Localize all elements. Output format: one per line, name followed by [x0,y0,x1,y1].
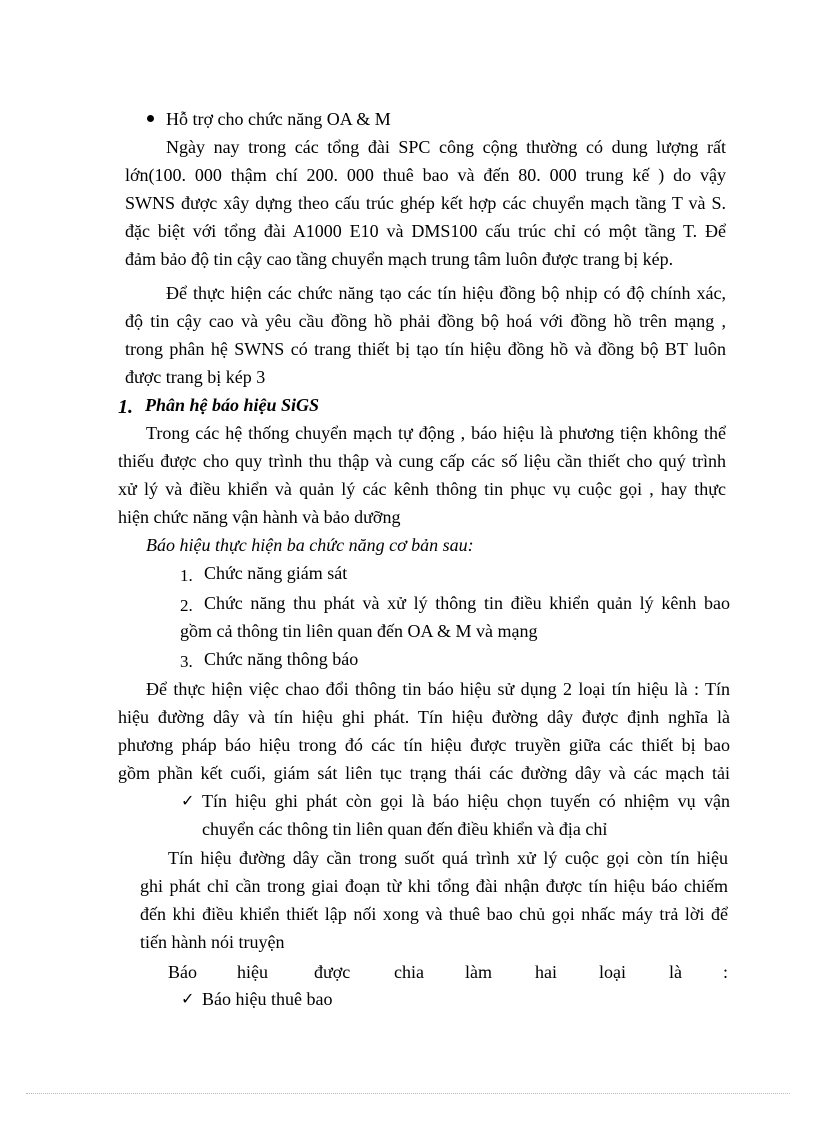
split-line-word: hiệu [237,962,268,982]
para2-line: Để thực hiện các chức năng tạo các tín hiệu đồng bộ nhịp có độ chính xác, [166,283,726,303]
para1-line: SWNS được xây dựng theo cấu trúc ghép kết hợp các chuyển mạch tầng T và S. [125,193,726,213]
check-item-text: chuyển các thông tin liên quan đến điều khiển và địa chỉ [202,819,608,839]
para5-line: đến khi điều khiển thiết lập nối xong và thuê bao chủ gọi nhấc máy trả lời để [140,904,728,924]
para2-line: được trang bị kép 3 [125,367,266,387]
split-line-word: là [669,962,682,982]
list-item-text: Chức năng thu phát và xử lý thông tin điều khiển quản lý kênh bao [204,593,730,613]
split-line-word: làm [465,962,492,982]
list-item-text: gồm cả thông tin liên quan đến OA & M và mạng [180,621,538,641]
split-line-word: hai [535,962,557,982]
para4-line: hiệu đường dây và tín hiệu ghi phát. Tín hiệu đường dây được định nghĩa là [118,707,730,727]
split-line-word: được [314,962,351,982]
para1-line: đặc biệt với tổng đài A1000 E10 và DMS100 cấu trúc chỉ có một tầng T. Để [125,221,726,241]
para5-line: tiến hành nói truyện [140,932,285,952]
para4-line: phương pháp báo hiệu trong đó các tín hiệu được truyền giữa các thiết bị bao [118,735,730,755]
functions-intro: Báo hiệu thực hiện ba chức năng cơ bản sau: [146,535,474,555]
page-footer-rule [26,1093,790,1094]
list-item-text: Chức năng giám sát [204,563,348,583]
para1-line: Ngày nay trong các tổng đài SPC công cộng thường có dung lượng rất [166,137,726,157]
bullet-oam: Hỗ trợ cho chức năng OA & M [166,109,391,129]
para3-line: xử lý và điều khiển và quản lý các kênh thông tin phục vụ cuộc gọi , hay thực [118,479,726,499]
list-item-text: Chức năng thông báo [204,649,359,669]
split-line-word: : [723,962,729,982]
split-line-word: Báo [168,962,197,982]
split-line-word: loại [599,962,626,982]
para3-line: thiếu được cho quy trình thu thập và cung cấp các số liệu cần thiết cho quý trình [118,451,726,471]
section-heading-text: Phân hệ báo hiệu SiGS [145,395,320,415]
para1-line: lớn(100. 000 thậm chí 200. 000 thuê bao và đến 80. 000 trung kế ) do vậy [125,165,726,185]
section-heading-number: 1. [118,396,133,418]
para1-line: đảm bảo độ tin cậy cao tầng chuyển mạch trung tâm luôn được trang bị kép. [125,249,674,269]
para5-line: Tín hiệu đường dây cần trong suốt quá trình xử lý cuộc gọi còn tín hiệu [168,848,728,868]
para4-line: Để thực hiện việc chao đổi thông tin báo hiệu sử dụng 2 loại tín hiệu là : Tín [146,679,730,699]
check-item-text: Tín hiệu ghi phát còn gọi là báo hiệu chọn tuyến có nhiệm vụ vận [202,791,730,811]
check-item-text: Báo hiệu thuê bao [202,989,333,1009]
para3-line: hiện chức năng vận hành và bảo dưỡng [118,507,401,527]
split-line-word: chia [394,962,424,982]
list-number: 1. [180,566,193,585]
list-number: 2. [180,596,193,615]
checkmark-icon: ✓ [181,791,195,810]
para3-line: Trong các hệ thống chuyển mạch tự động , báo hiệu là phương tiện không thể [146,423,726,443]
checkmark-icon: ✓ [181,989,195,1008]
list-number: 3. [180,652,193,671]
para5-line: ghi phát chỉ cần trong giai đoạn từ khi tổng đài nhận được tín hiệu báo chiếm [140,876,728,896]
para2-line: trong phân hệ SWNS có trang thiết bị tạo tín hiệu đồng hồ và đồng bộ BT luôn [125,339,726,359]
para4-line: gồm phần kết cuối, giám sát liên tục trạng thái các đường dây và các mạch tải [118,763,730,783]
bullet-dot [147,115,154,122]
para2-line: độ tin cậy cao và yêu cầu đồng hồ phải đồng bộ hoá với đồng hồ trên mạng , [125,311,726,331]
